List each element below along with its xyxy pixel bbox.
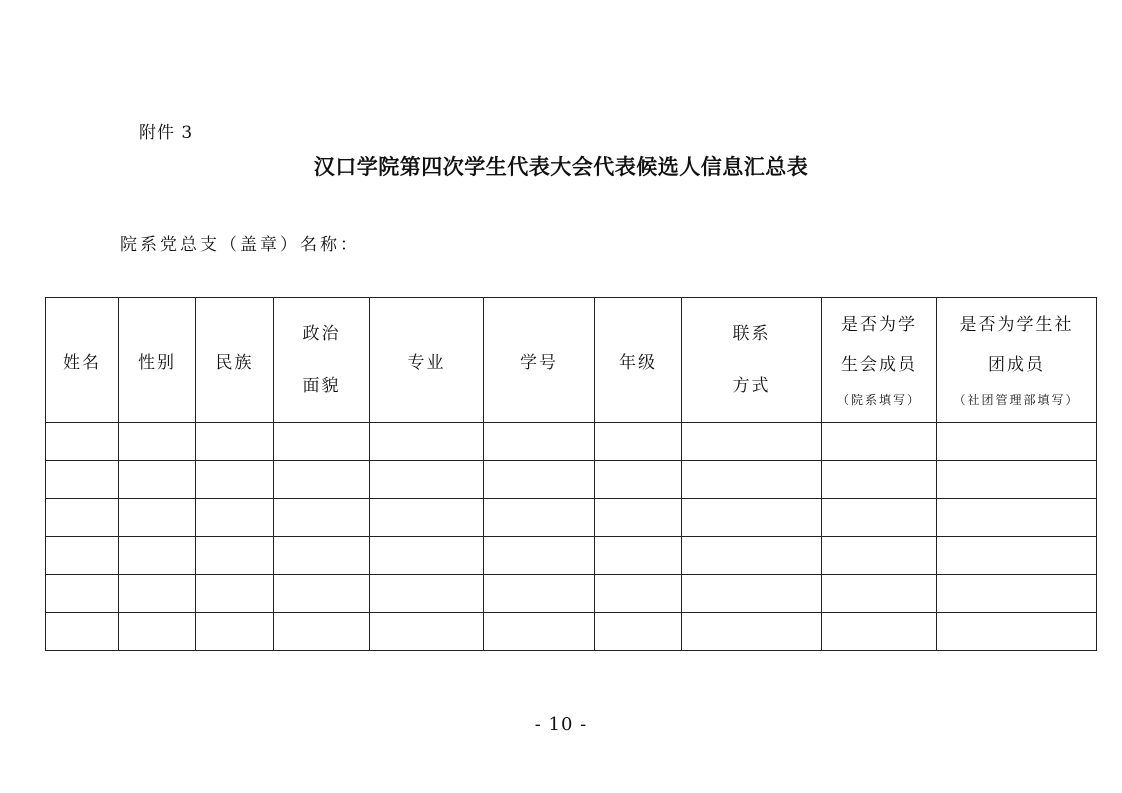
table-cell[interactable] [196,499,274,537]
header-name: 姓名 [46,298,119,423]
attachment-label: 附件 3 [139,123,194,143]
table-cell[interactable] [822,575,937,613]
header-contact-line2: 方式 [732,376,771,396]
table-cell[interactable] [484,613,595,651]
table-cell[interactable] [119,575,196,613]
header-club-line2: 团成员 [988,355,1045,375]
table-cell[interactable] [46,499,119,537]
table-cell[interactable] [119,461,196,499]
table-cell[interactable] [196,461,274,499]
table-cell[interactable] [119,613,196,651]
table-row [46,575,1097,613]
table-row [46,461,1097,499]
table-cell[interactable] [682,613,822,651]
header-gender: 性别 [119,298,196,423]
table-cell[interactable] [46,461,119,499]
table-cell[interactable] [484,499,595,537]
table-cell[interactable] [937,537,1097,575]
table-cell[interactable] [46,423,119,461]
table-cell[interactable] [937,575,1097,613]
header-ethnicity: 民族 [196,298,274,423]
table-cell[interactable] [937,499,1097,537]
header-contact-line1: 联系 [732,324,771,344]
page-number: - 10 - [534,714,588,735]
document-title: 汉口学院第四次学生代表大会代表候选人信息汇总表 [313,155,809,179]
table-cell[interactable] [595,461,682,499]
header-union-note: （院系填写） [836,393,921,407]
header-political-line1: 政治 [302,324,341,344]
header-club-note: （社团管理部填写） [953,393,1080,407]
header-political-line2: 面貌 [302,376,341,396]
table-cell[interactable] [46,575,119,613]
header-union-line2: 生会成员 [841,355,917,375]
table-cell[interactable] [595,537,682,575]
table-cell[interactable] [274,613,370,651]
table-cell[interactable] [196,575,274,613]
table-cell[interactable] [370,537,484,575]
table-cell[interactable] [274,537,370,575]
table-cell[interactable] [119,537,196,575]
table-cell[interactable] [682,537,822,575]
header-club-line1: 是否为学生社 [959,315,1074,335]
table-cell[interactable] [274,575,370,613]
header-major: 专业 [370,298,484,423]
table-cell[interactable] [822,613,937,651]
table-row [46,499,1097,537]
header-student-union [822,298,937,423]
header-grade: 年级 [595,298,682,423]
table-cell[interactable] [595,499,682,537]
table-cell[interactable] [822,537,937,575]
table-cell[interactable] [370,613,484,651]
table-cell[interactable] [595,575,682,613]
table-cell[interactable] [595,613,682,651]
table-cell[interactable] [484,575,595,613]
table-row [46,613,1097,651]
header-student-id: 学号 [484,298,595,423]
table-cell[interactable] [484,537,595,575]
table-cell[interactable] [682,461,822,499]
table-cell[interactable] [370,423,484,461]
table-cell[interactable] [119,423,196,461]
table-cell[interactable] [937,423,1097,461]
table-row [46,537,1097,575]
table-cell[interactable] [196,537,274,575]
department-label: 院系党总支（盖章）名称： [120,235,360,255]
header-political-status [274,298,370,423]
table-cell[interactable] [196,423,274,461]
table-header-row [46,298,1097,423]
table-cell[interactable] [682,575,822,613]
table-cell[interactable] [274,499,370,537]
table-cell[interactable] [46,613,119,651]
table-cell[interactable] [370,461,484,499]
header-contact [682,298,822,423]
header-union-line1: 是否为学 [841,315,917,335]
candidate-info-table [45,297,1097,651]
table-cell[interactable] [822,499,937,537]
table-cell[interactable] [937,461,1097,499]
table-cell[interactable] [682,499,822,537]
table-cell[interactable] [484,461,595,499]
table-cell[interactable] [595,423,682,461]
table-cell[interactable] [46,537,119,575]
table-cell[interactable] [274,461,370,499]
table-row [46,423,1097,461]
table-cell[interactable] [119,499,196,537]
table-cell[interactable] [370,499,484,537]
table-cell[interactable] [822,423,937,461]
table-cell[interactable] [274,423,370,461]
header-club [937,298,1097,423]
table-cell[interactable] [484,423,595,461]
table-cell[interactable] [822,461,937,499]
table-cell[interactable] [682,423,822,461]
table-cell[interactable] [196,613,274,651]
table-cell[interactable] [370,575,484,613]
table-cell[interactable] [937,613,1097,651]
